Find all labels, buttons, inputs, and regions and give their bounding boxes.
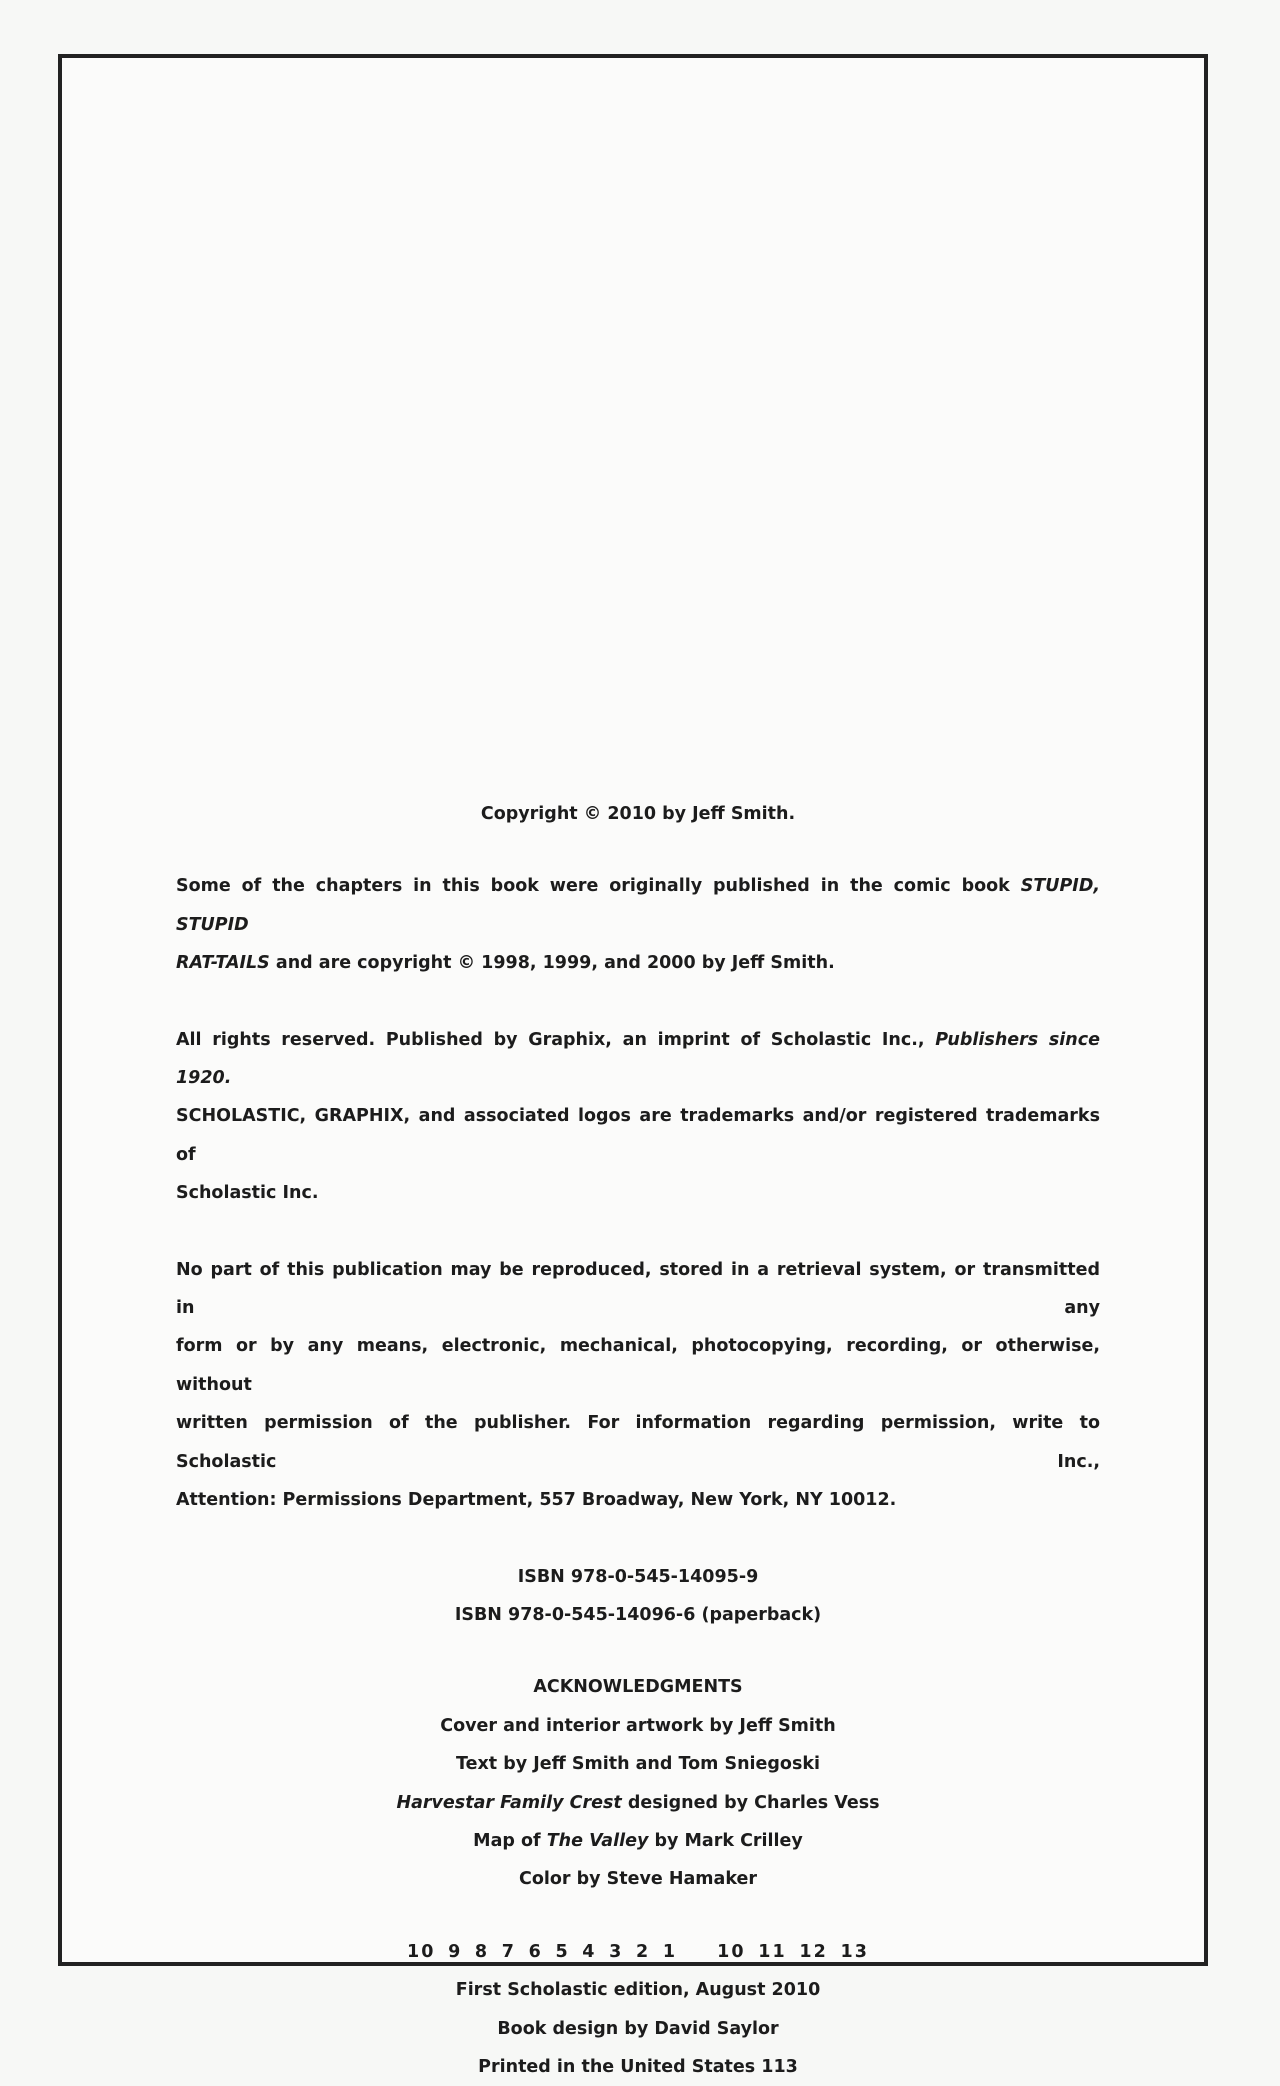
permission-line-3: written permission of the publisher. For information regarding permission, write to Scholastic Inc., (176, 1413, 1100, 1472)
map-lead: Map of (473, 1830, 547, 1851)
crest-designer: designed by Charles Vess (621, 1792, 880, 1813)
crest-title: Harvestar Family Crest (396, 1792, 622, 1813)
chapters-note (176, 867, 1100, 982)
publishers-since: Publishers since 1920. (176, 1029, 1101, 1089)
chapters-note-lead: Some of the chapters in this book were originally published in the comic book (176, 876, 1021, 897)
comic-title-part-1: STUPID, STUPID (176, 876, 1100, 935)
book-design-credit: Book design by David Saylor (497, 2018, 779, 2039)
comic-title-part-2: RAT-TAILS (176, 953, 270, 974)
rights-line-2: SCHOLASTIC, GRAPHIX, and associated logos are trademarks and/or registered trademarks of (176, 1106, 1100, 1165)
chapters-note-line-1 (176, 867, 1100, 944)
acknowledgments-heading: ACKNOWLEDGMENTS (533, 1677, 743, 1698)
acknowledgments-block (176, 1668, 1100, 1898)
isbn-block (176, 1558, 1100, 1635)
permission-line-4: Attention: Permissions Department, 557 Broadway, New York, NY 10012. (176, 1490, 897, 1511)
isbn-hardcover: ISBN 978-0-545-14095-9 (517, 1566, 759, 1587)
printing-year-sequence: 10 11 12 13 (717, 1941, 870, 1962)
printing-numbers (176, 1933, 1100, 1971)
copyright-page-text (176, 795, 1100, 2086)
rights-line-1 (176, 1021, 1100, 1098)
ack-text-credit: Text by Jeff Smith and Tom Sniegoski (455, 1754, 821, 1775)
isbn-paperback: ISBN 978-0-545-14096-6 (paperback) (454, 1604, 822, 1625)
map-title: The Valley (546, 1830, 649, 1851)
rights-lead: All rights reserved. Published by Graphix, an imprint of Scholastic Inc., (176, 1029, 936, 1050)
ack-crest-credit (176, 1784, 1100, 1822)
ack-cover-artwork: Cover and interior artwork by Jeff Smith (440, 1715, 836, 1736)
ack-map-credit (176, 1822, 1100, 1860)
rights-line-3: Scholastic Inc. (176, 1183, 319, 1204)
map-artist: by Mark Crilley (648, 1830, 803, 1851)
chapters-note-tail: and are copyright © 1998, 1999, and 2000 by Jeff Smith. (269, 953, 835, 974)
permission-line-1: No part of this publication may be reproduced, stored in a retrieval system, or transmitted in any (176, 1259, 1100, 1319)
printing-block (176, 1933, 1100, 2086)
printed-in-line: Printed in the United States 113 (478, 2056, 798, 2077)
printing-sequence: 10 9 8 7 6 5 4 3 2 1 (406, 1941, 678, 1962)
rights-paragraph (176, 1021, 1100, 1213)
permission-line-2: form or by any means, electronic, mechanical, photocopying, recording, or otherwise, without (176, 1336, 1100, 1395)
copyright-line: Copyright © 2010 by Jeff Smith. (480, 804, 796, 824)
chapters-note-line-2 (176, 944, 1100, 982)
permission-paragraph (176, 1251, 1100, 1520)
edition-line: First Scholastic edition, August 2010 (455, 1980, 821, 2001)
ack-color-credit: Color by Steve Hamaker (518, 1869, 757, 1890)
